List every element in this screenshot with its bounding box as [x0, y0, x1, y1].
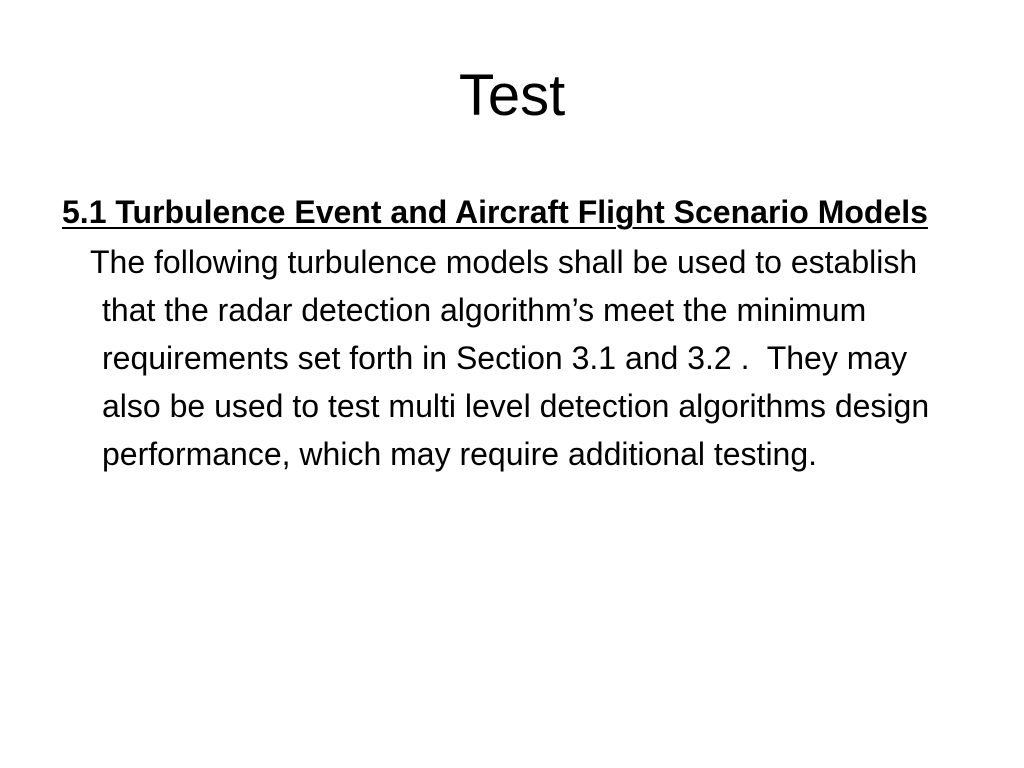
- slide-title: Test: [458, 63, 566, 128]
- body-paragraph: The following turbulence models shall be used to establish that the radar detection algorithm’s meet the minimum requirements set forth in Section 3.1 and 3.2 . They may also be used to test multi level detection algorithms design performance, which may require additional testing.: [90, 244, 939, 472]
- section-heading-text: 5.1 Turbulence Event and Aircraft Flight Scenario Models: [62, 194, 928, 230]
- slide-content: [62, 190, 972, 478]
- section-heading: [62, 190, 972, 234]
